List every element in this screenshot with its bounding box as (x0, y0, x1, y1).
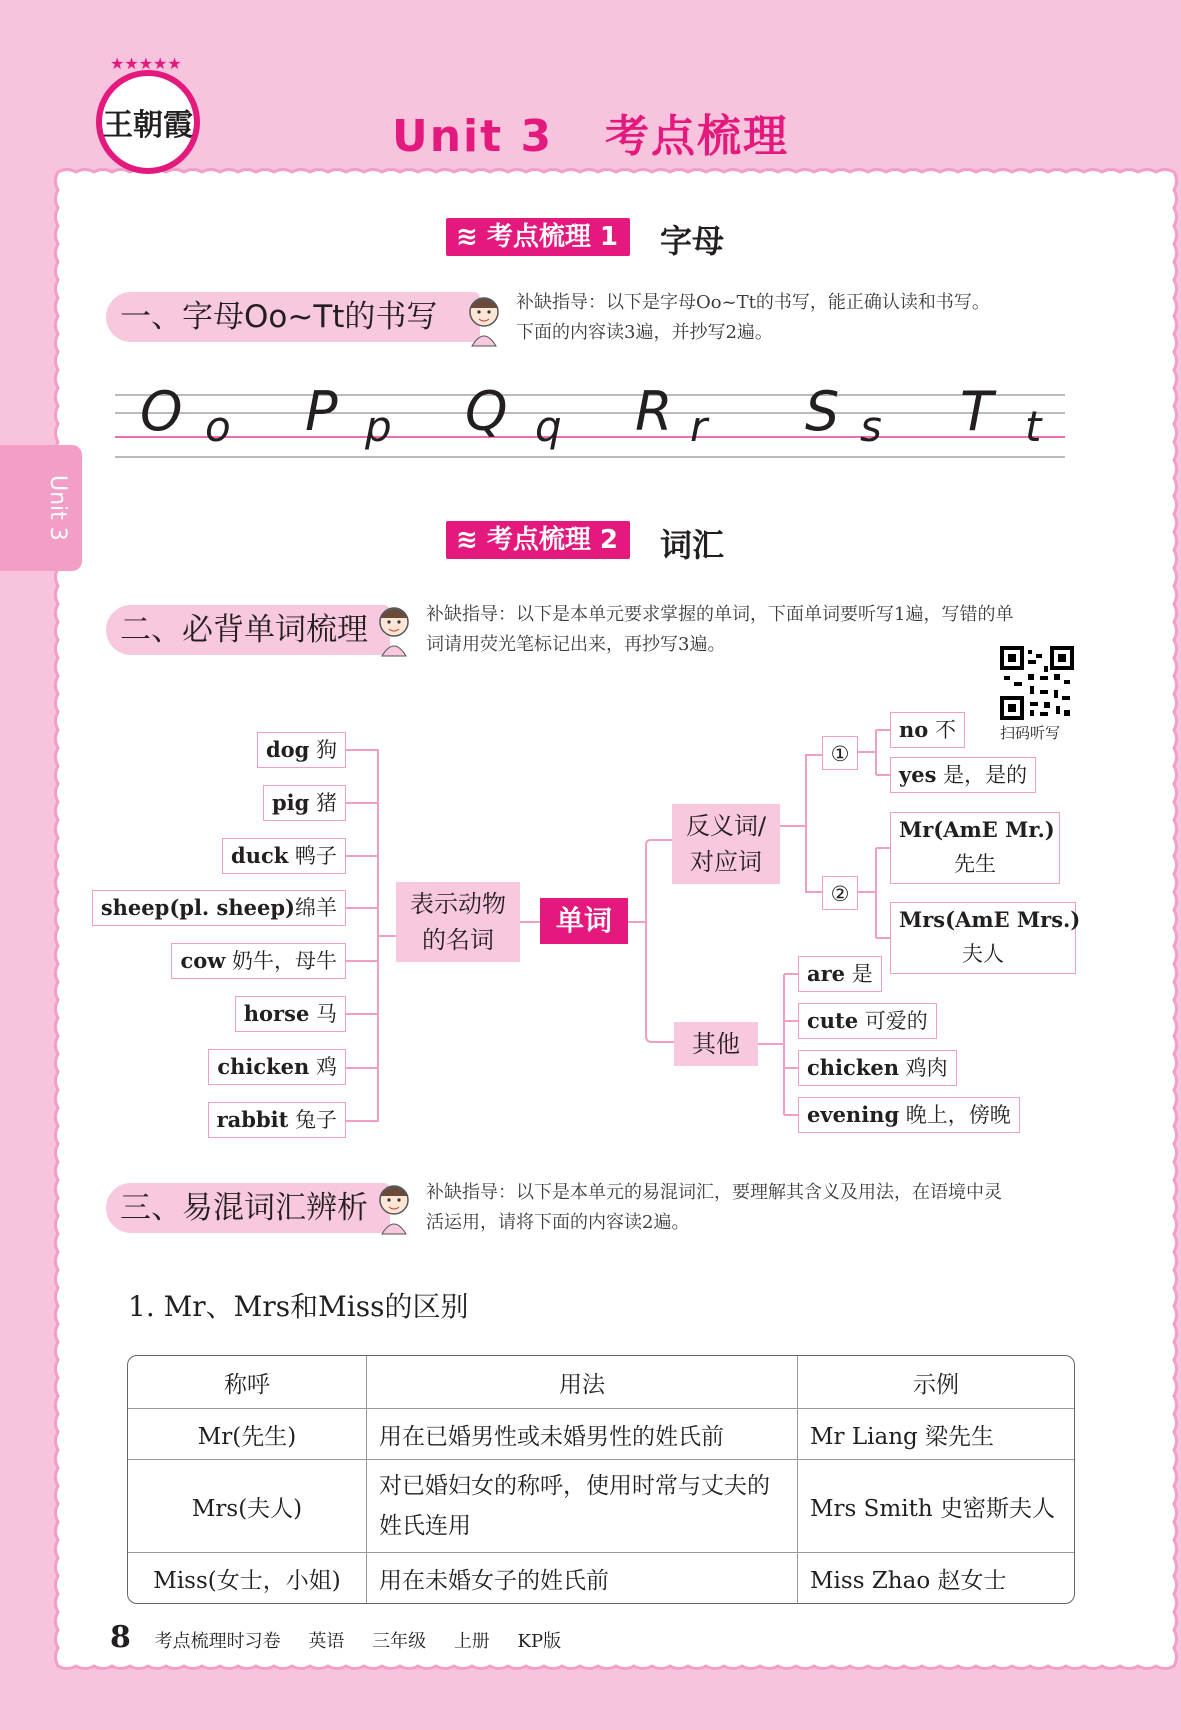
node-antonyms-line1: 反义词/ (685, 812, 767, 840)
animal-word-cn: 鸭子 (288, 844, 337, 868)
tip-vocab-line2: 词请用荧光笔标记出来，再抄写3遍。 (426, 634, 726, 655)
marker-pair-1: ① (822, 736, 858, 770)
word-no-en: no (899, 717, 929, 742)
word-mrs-en: Mrs(AmE Mrs.) (899, 907, 1081, 932)
table-cell: 对已婚妇女的称呼，使用时常与丈夫的姓氏连用 (367, 1460, 798, 1553)
animal-word-en: rabbit (216, 1107, 289, 1132)
animal-word-cn: 兔子 (288, 1108, 337, 1132)
page-footer (110, 1620, 583, 1655)
table-row (128, 1553, 1074, 1603)
letter-p: p (365, 402, 392, 451)
animal-word-cn: 奶牛，母牛 (225, 949, 337, 973)
letter-s: s (860, 402, 882, 451)
word-yes (890, 757, 1036, 793)
table-cell: 用在已婚男性或未婚男性的姓氏前 (367, 1409, 798, 1460)
usage-table (127, 1355, 1075, 1604)
heading-vocabulary: 二、必背单词梳理 (106, 605, 390, 655)
footer-volume: 上册 (453, 1631, 490, 1652)
other-word (798, 1003, 937, 1039)
student-avatar-icon (372, 1178, 416, 1236)
node-antonyms-line2: 对应词 (690, 848, 762, 876)
word-mrs (890, 902, 1081, 974)
word-yes-en: yes (899, 762, 937, 787)
tip-confusing-line1: 补缺指导：以下是本单元的易混词汇，要理解其含义及用法，在语境中灵 (426, 1182, 1002, 1203)
animal-word-en: sheep(pl. sheep) (100, 895, 295, 920)
other-word-cn: 鸡肉 (899, 1056, 948, 1080)
table-header: 称呼 (128, 1356, 367, 1409)
animal-word (92, 890, 346, 926)
animal-word (263, 785, 346, 821)
letter-Q: Q (465, 380, 508, 443)
animal-word (222, 838, 346, 874)
table-cell: Mrs Smith 史密斯夫人 (798, 1460, 1074, 1553)
other-word-en: are (807, 961, 846, 986)
letter-t: t (1025, 402, 1042, 451)
star-icons: ★★★★★ (110, 54, 182, 73)
tip-letters-line2: 下面的内容读3遍，并抄写2遍。 (516, 322, 773, 343)
section-title-vocabulary: 词汇 (660, 526, 725, 564)
word-no-cn: 不 (928, 718, 956, 742)
animal-word-en: dog (265, 737, 310, 762)
other-word (798, 1097, 1020, 1133)
word-mr (890, 812, 1060, 884)
animal-word-cn: 猪 (309, 791, 337, 815)
node-words-center: 单词 (540, 898, 628, 944)
word-mr-en: Mr(AmE Mr.) (899, 817, 1055, 842)
other-word-cn: 可爱的 (858, 1009, 928, 1033)
footer-edition: KP版 (517, 1631, 562, 1652)
table-header-row (128, 1356, 1074, 1409)
letter-q: q (535, 402, 562, 451)
footer-grade: 三年级 (372, 1631, 427, 1652)
letter-R: R (635, 380, 673, 443)
table-cell: 用在未婚女子的姓氏前 (367, 1553, 798, 1603)
animal-word-en: pig (271, 790, 310, 815)
animal-word-cn: 鸡 (309, 1055, 337, 1079)
heading-letter-writing: 一、字母Oo~Tt的书写 (106, 292, 480, 342)
table-row (128, 1460, 1074, 1553)
word-mr-cn: 先生 (954, 852, 996, 876)
animal-word (171, 943, 346, 979)
subheading-mr-mrs-miss: 1. Mr、Mrs和Miss的区别 (128, 1290, 469, 1323)
animal-word (235, 996, 346, 1032)
word-yes-cn: 是，是的 (936, 763, 1028, 787)
table-header: 示例 (798, 1356, 1074, 1409)
table-cell: Mr(先生) (128, 1409, 367, 1460)
page-number: 8 (110, 1620, 131, 1655)
letter-P: P (305, 380, 338, 443)
word-mrs-cn: 夫人 (962, 942, 1004, 966)
node-animal-nouns-line1: 表示动物 (410, 890, 506, 918)
other-word (798, 1050, 957, 1086)
section-badge-1: ≋ 考点梳理 1 (446, 218, 630, 256)
letter-o: o (205, 402, 231, 451)
table-row (128, 1409, 1074, 1460)
animal-word (257, 732, 346, 768)
node-animal-nouns-line2: 的名词 (422, 926, 494, 954)
letter-T: T (960, 380, 993, 443)
animal-word (208, 1049, 346, 1085)
other-word (798, 956, 882, 992)
side-tab-label: Unit 3 (45, 475, 70, 541)
footer-subject: 英语 (308, 1631, 345, 1652)
node-animal-nouns (396, 882, 520, 962)
other-word-cn: 晚上，傍晚 (899, 1103, 1011, 1127)
tip-vocab-line1: 补缺指导：以下是本单元要求掌握的单词，下面单词要听写1遍，写错的单 (426, 604, 1014, 625)
table-cell: Mr Liang 梁先生 (798, 1409, 1074, 1460)
word-no (890, 712, 965, 748)
other-word-en: evening (807, 1102, 900, 1127)
animal-word-en: duck (231, 843, 289, 868)
letter-S: S (805, 380, 840, 443)
animal-word (208, 1102, 346, 1138)
other-word-cn: 是 (845, 962, 873, 986)
page-title: Unit 3 考点梳理 (391, 111, 790, 162)
tip-confusing-line2: 活运用，请将下面的内容读2遍。 (426, 1212, 690, 1233)
table-cell: Mrs(夫人) (128, 1460, 367, 1553)
table-cell: Miss(女士，小姐) (128, 1553, 367, 1603)
table-header: 用法 (367, 1356, 798, 1409)
tip-letters-line1: 补缺指导：以下是字母Oo~Tt的书写，能正确认读和书写。 (516, 292, 990, 313)
other-word-en: chicken (807, 1055, 899, 1080)
footer-book: 考点梳理时习卷 (154, 1631, 281, 1652)
animal-word-en: chicken (217, 1054, 310, 1079)
animal-word-cn: 绵羊 (295, 896, 337, 920)
letter-r: r (690, 402, 708, 451)
animal-word-cn: 狗 (309, 738, 337, 762)
node-antonyms (672, 804, 780, 884)
letter-O: O (140, 380, 183, 443)
table-cell: Miss Zhao 赵女士 (810, 1567, 1007, 1594)
section-badge-2: ≋ 考点梳理 2 (446, 521, 630, 559)
logo-text: 王朝霞 (103, 108, 193, 143)
animal-word-cn: 马 (309, 1002, 337, 1026)
section-title-letters: 字母 (660, 222, 725, 260)
qr-label: 扫码听写 (1000, 724, 1061, 742)
other-word-en: cute (807, 1008, 859, 1033)
node-others: 其他 (674, 1022, 758, 1066)
animal-word-en: horse (243, 1001, 310, 1026)
marker-pair-2: ② (822, 876, 858, 910)
animal-word-en: cow (180, 948, 226, 973)
heading-confusing-words: 三、易混词汇辨析 (106, 1183, 390, 1233)
